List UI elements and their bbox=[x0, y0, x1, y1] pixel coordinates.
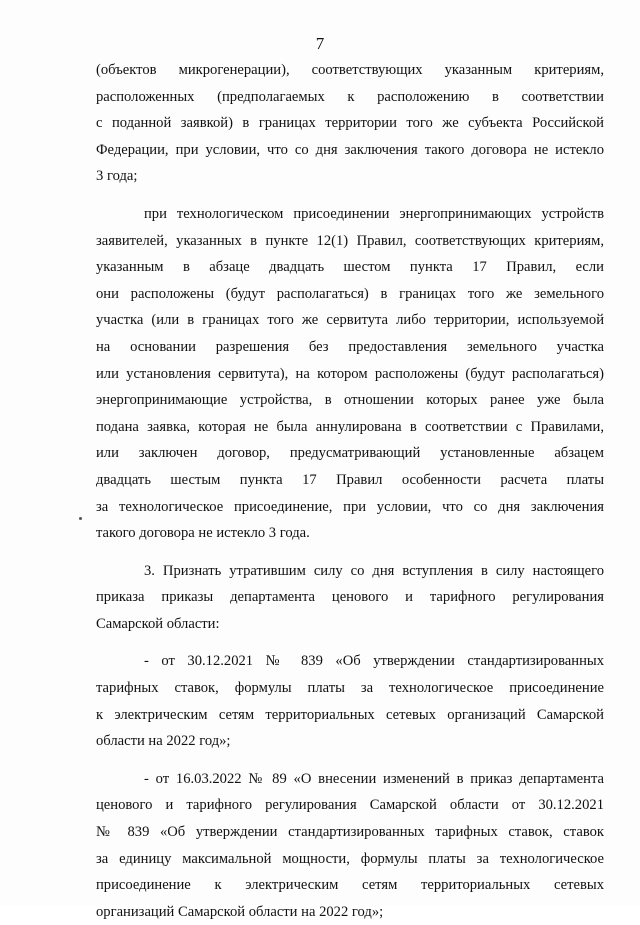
paragraph bbox=[96, 558, 604, 638]
text-line: к электрическим сетям территориальных сетевых организаций Самарской bbox=[96, 706, 604, 723]
text-line: такого договора не истекло 3 года. bbox=[96, 525, 310, 542]
paragraph bbox=[96, 766, 604, 925]
text-line: заявителей, указанных в пункте 12(1) Правил, соответствующих критериям, bbox=[96, 232, 604, 249]
text-line: или установления сервитута), на котором расположены (будут располагаться) bbox=[96, 365, 604, 382]
text-line: области на 2022 год»; bbox=[96, 733, 231, 750]
text-line: (объектов микрогенерации), соответствующих указанным критериям, bbox=[96, 62, 604, 78]
text-line: расположенных (предполагаемых к расположению в соответствии bbox=[96, 88, 604, 105]
text-line: или заключен договор, предусматривающий установленные абзацем bbox=[96, 445, 604, 462]
text-line: приказа приказы департамента ценового и тарифного регулирования bbox=[96, 589, 604, 606]
document-body bbox=[96, 57, 604, 925]
paragraph-gap bbox=[96, 547, 604, 558]
paragraph-gap bbox=[96, 637, 604, 648]
text-line: за единицу максимальной мощности, формулы платы за технологическое bbox=[96, 850, 604, 867]
text-line: двадцать шестым пункта 17 Правил особенности расчета платы bbox=[96, 471, 604, 488]
text-line: подана заявка, которая не была аннулирована в соответствии с Правилами, bbox=[96, 418, 604, 435]
text-line: участка (или в границах того же сервитута либо территории, используемой bbox=[96, 312, 604, 329]
text-line: за технологическое присоединение, при условии, что со дня заключения bbox=[96, 498, 604, 515]
text-line: Самарской области: bbox=[96, 615, 220, 632]
page-number: 7 bbox=[315, 34, 325, 53]
text-line: на основании разрешения без предоставления земельного участка bbox=[96, 338, 604, 355]
text-line: 3 года; bbox=[96, 168, 138, 185]
paragraph bbox=[96, 57, 604, 190]
text-line: они расположены (будут располагаться) в границах того же земельного bbox=[96, 285, 604, 302]
text-line: 3. Признать утратившим силу со дня вступления в силу настоящего bbox=[144, 562, 604, 579]
text-line: присоединение к электрическим сетям территориальных сетевых bbox=[96, 877, 604, 894]
text-line: - от 16.03.2022 № 89 «О внесении изменений в приказ департамента bbox=[144, 770, 604, 787]
paragraph bbox=[96, 201, 604, 547]
text-line: ценового и тарифного регулирования Самарской области от 30.12.2021 bbox=[96, 797, 604, 814]
text-line: Федерации, при условии, что со дня заключения такого договора не истекло bbox=[96, 141, 604, 158]
text-line: с поданной заявкой) в границах территории того же субъекта Российской bbox=[96, 115, 604, 132]
text-line: энергопринимающие устройства, в отношении которых ранее уже была bbox=[96, 392, 604, 409]
paragraph-gap bbox=[96, 190, 604, 201]
paragraph bbox=[96, 648, 604, 754]
text-line: при технологическом присоединении энергопринимающих устройств bbox=[144, 205, 604, 222]
text-line: тарифных ставок, формулы платы за технологическое присоединение bbox=[96, 680, 604, 697]
text-line: указанным в абзаце двадцать шестом пункта 17 Правил, если bbox=[96, 259, 604, 276]
text-line: № 839 «Об утверждении стандартизированных тарифных ставок, ставок bbox=[96, 824, 604, 841]
paragraph-gap bbox=[96, 755, 604, 766]
text-line: организаций Самарской области на 2022 год»; bbox=[96, 903, 384, 920]
scan-speck bbox=[79, 517, 82, 520]
text-line: - от 30.12.2021 № 839 «Об утверждении стандартизированных bbox=[144, 653, 604, 670]
